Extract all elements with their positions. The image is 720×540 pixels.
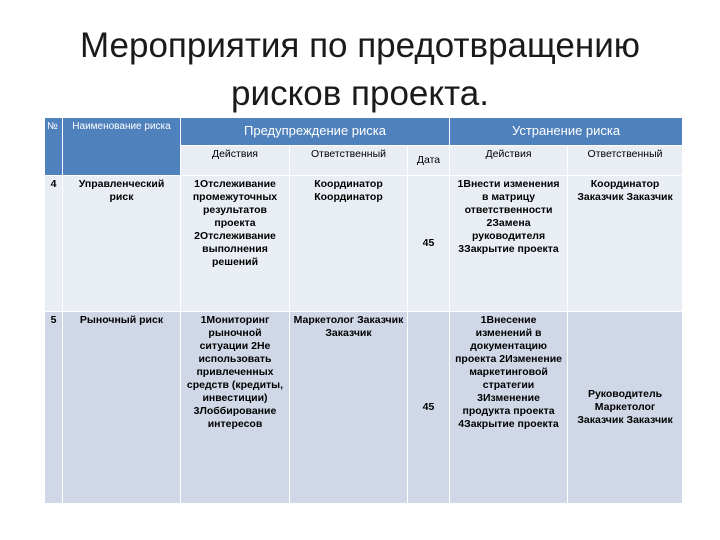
- table-row: [45, 312, 683, 504]
- elimination-actions: 1Внести изменения в матрицу ответственности 2Замена руководителя 3Закрытие проекта: [450, 176, 568, 312]
- prevention-actions: 1Отслеживание промежуточных результатов проекта 2Отслеживание выполнения решений: [181, 176, 290, 312]
- slide-title: [0, 22, 720, 118]
- header-actions: Действия: [181, 146, 290, 176]
- prevention-actions: 1Мониторинг рыночной ситуации 2Не использовать привлеченных средств (кредиты, инвестиции) 3Лоббирование интересов: [181, 312, 290, 504]
- risk-name: Рыночный риск: [63, 312, 181, 504]
- header-risk-name: Наименование риска: [63, 118, 181, 176]
- elimination-actions: 1Внесение изменений в документацию проекта 2Изменение маркетинговой стратегии 3Изменение продукта проекта 4Закрытие проекта: [450, 312, 568, 504]
- row-number: 5: [45, 312, 63, 504]
- row-number: 4: [45, 176, 63, 312]
- header-responsible: Ответственный: [290, 146, 408, 176]
- risk-name: Управленческий риск: [63, 176, 181, 312]
- title-line-1: Мероприятия по предотвращению: [79, 26, 641, 65]
- elimination-responsible: Координатор Заказчик Заказчик: [568, 176, 683, 312]
- prevention-responsible: Маркетолог Заказчик Заказчик: [290, 312, 408, 504]
- elimination-responsible: Руководитель Маркетолог Заказчик Заказчик: [568, 312, 683, 504]
- header-actions-2: Действия: [450, 146, 568, 176]
- header-date: Дата: [408, 146, 450, 176]
- header-elimination: Устранение риска: [450, 118, 683, 146]
- date-cell: 45: [408, 312, 450, 504]
- table-row: [45, 176, 683, 312]
- date-cell: 45: [408, 176, 450, 312]
- header-number: №: [45, 118, 63, 176]
- risk-measures-table: [44, 117, 683, 504]
- title-line-2: рисков проекта.: [231, 74, 489, 113]
- prevention-responsible: Координатор Координатор: [290, 176, 408, 312]
- header-prevention: Предупреждение риска: [181, 118, 450, 146]
- header-responsible-2: Ответственный: [568, 146, 683, 176]
